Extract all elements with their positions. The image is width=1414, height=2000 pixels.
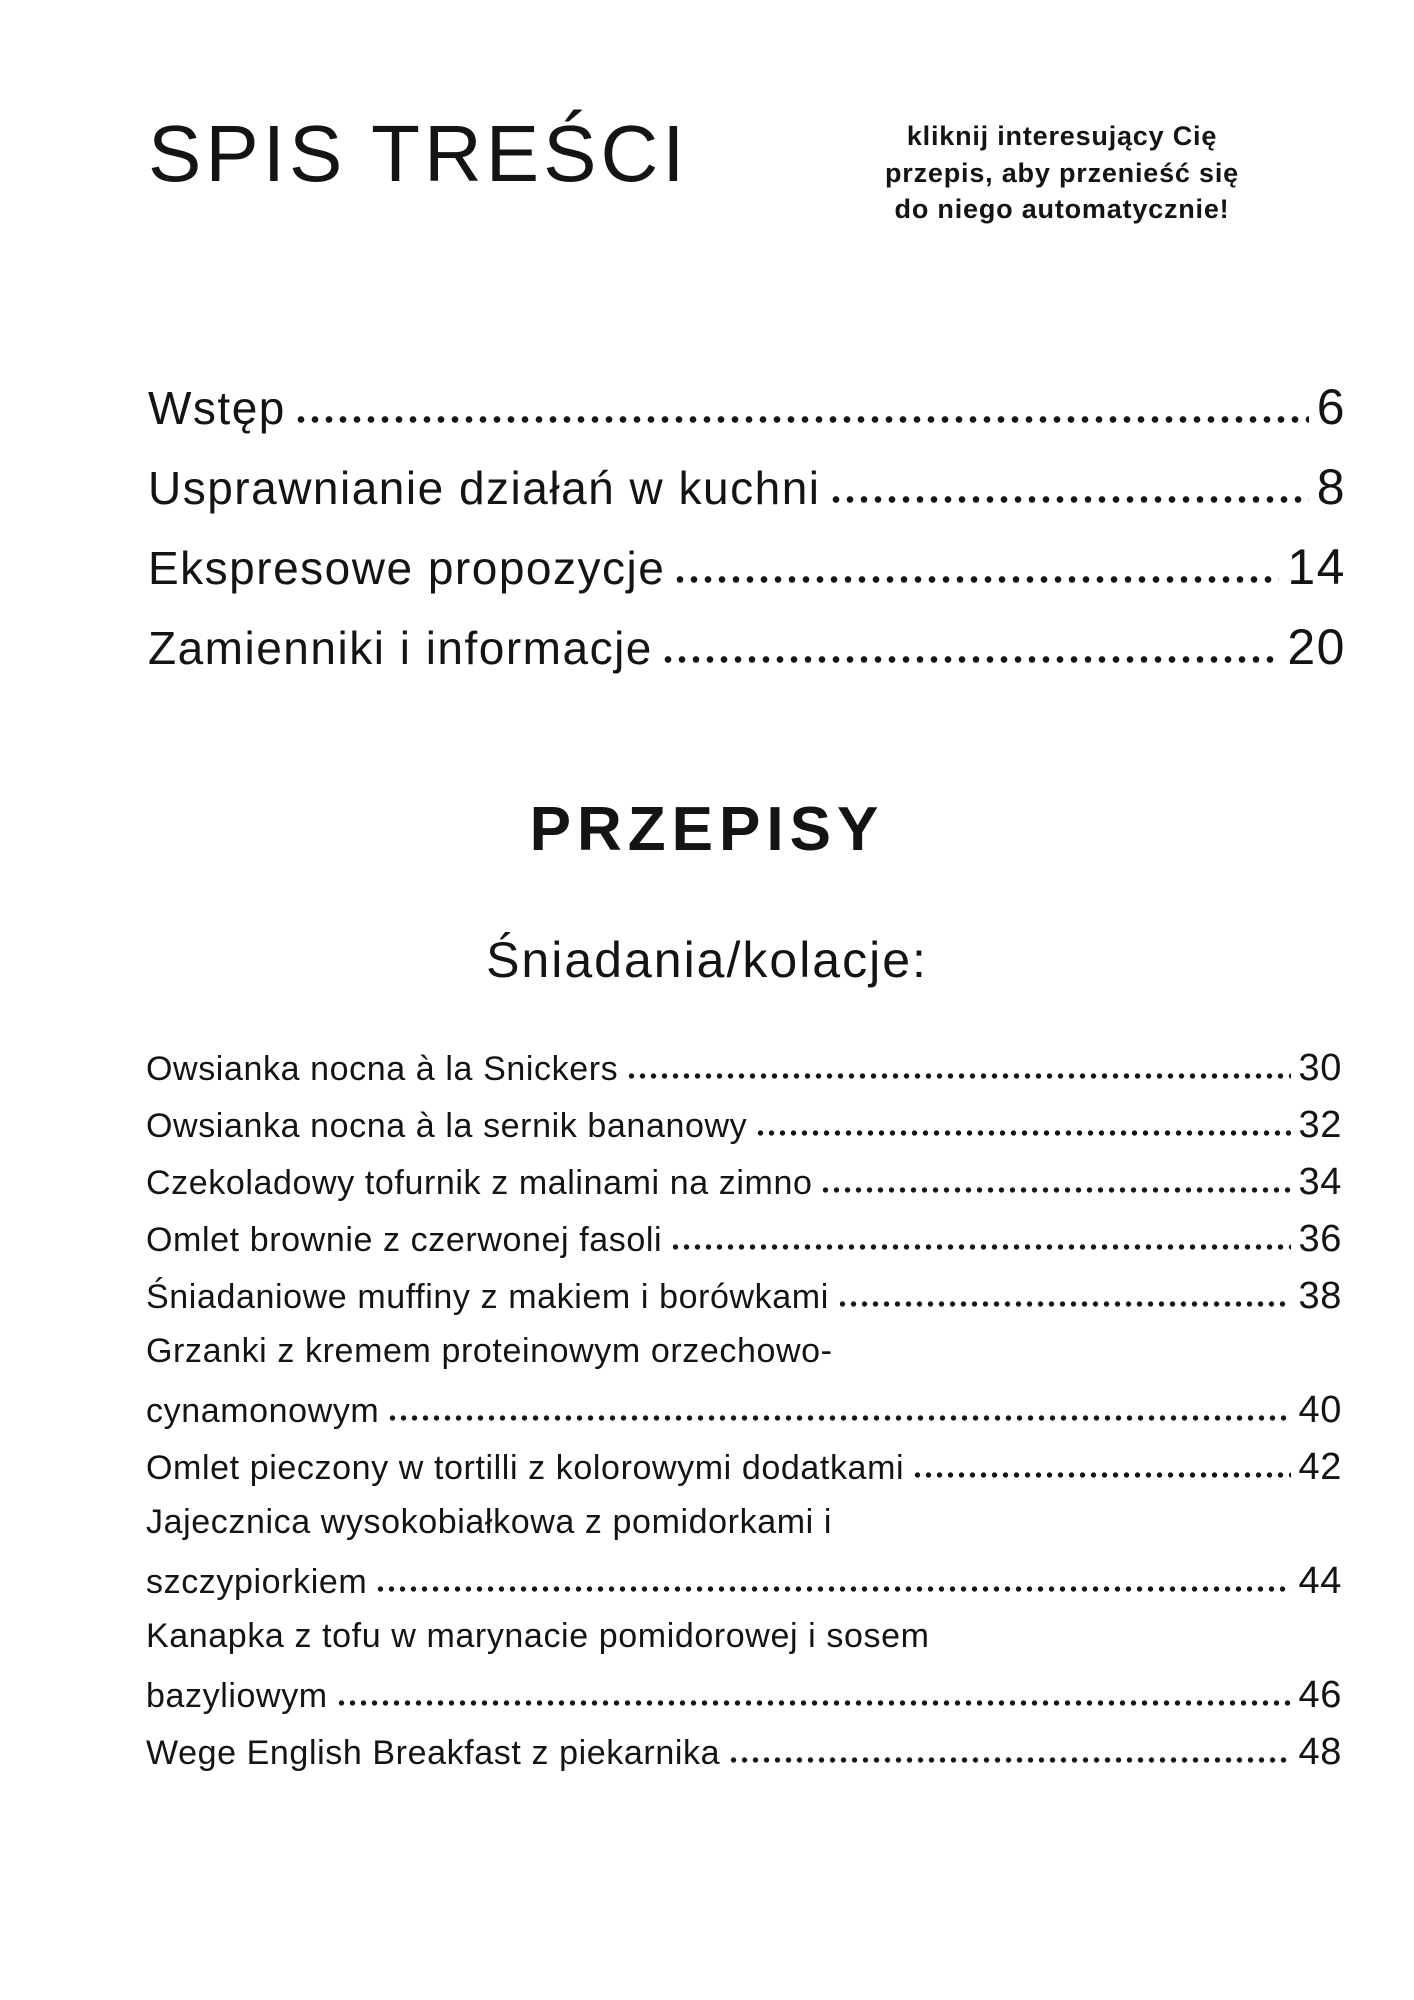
recipes-section-heading: PRZEPISY <box>529 795 885 865</box>
dotted-leader <box>912 1471 1290 1479</box>
recipe-entry[interactable] <box>146 1503 1342 1560</box>
toc-entry-label: Wstęp <box>148 382 286 435</box>
dotted-leader <box>375 1585 1290 1593</box>
dotted-leader <box>673 575 1279 584</box>
recipe-entry[interactable] <box>146 1446 1342 1503</box>
toc-entry-page: 8 <box>1316 459 1346 516</box>
recipe-toc-list <box>146 1047 1342 1788</box>
recipe-page: 42 <box>1298 1446 1342 1489</box>
recipe-title: Kanapka z tofu w marynacie pomidorowej i sosem <box>146 1617 930 1656</box>
recipe-entry[interactable] <box>146 1104 1342 1161</box>
recipe-title: Śniadaniowe muffiny z makiem i borówkami <box>146 1278 829 1317</box>
recipe-entry[interactable] <box>146 1560 1342 1617</box>
recipe-title: bazyliowym <box>146 1677 328 1716</box>
note-line: przepis, aby przenieść się <box>885 157 1239 188</box>
dotted-leader <box>728 1756 1290 1764</box>
recipe-entry[interactable] <box>146 1332 1342 1389</box>
toc-entry-usprawnianie[interactable] <box>148 458 1346 538</box>
toc-entry-wstep[interactable] <box>148 378 1346 458</box>
dotted-leader <box>336 1699 1291 1707</box>
breakfast-subheading: Śniadania/kolacje: <box>486 932 928 989</box>
recipe-entry[interactable] <box>146 1161 1342 1218</box>
toc-entry-page: 20 <box>1287 619 1346 676</box>
recipe-title: Omlet pieczony w tortilli z kolorowymi dodatkami <box>146 1449 905 1488</box>
dotted-leader <box>387 1414 1290 1422</box>
recipe-title: Jajecznica wysokobiałkowa z pomidorkami i <box>146 1503 832 1542</box>
recipe-page: 34 <box>1298 1161 1342 1204</box>
toc-entry-label: Zamienniki i informacje <box>148 622 653 675</box>
note-line: kliknij interesujący Cię <box>906 121 1218 151</box>
recipe-entry[interactable] <box>146 1617 1342 1674</box>
recipe-page: 48 <box>1298 1731 1342 1774</box>
toc-entry-zamienniki[interactable] <box>148 618 1346 698</box>
recipe-entry[interactable] <box>146 1218 1342 1275</box>
recipe-page: 44 <box>1298 1560 1342 1603</box>
note-line: do niego automatycznie! <box>894 194 1230 225</box>
recipe-title: Czekoladowy tofurnik z malinami na zimno <box>146 1164 813 1203</box>
click-instruction-note <box>842 118 1282 228</box>
dotted-leader <box>626 1072 1290 1080</box>
recipe-entry[interactable] <box>146 1731 1342 1788</box>
dotted-leader <box>829 495 1309 504</box>
toc-entry-label: Usprawnianie działań w kuchni <box>148 462 821 515</box>
dotted-leader <box>661 655 1279 664</box>
recipe-entry[interactable] <box>146 1389 1342 1446</box>
recipe-entry[interactable] <box>146 1674 1342 1731</box>
page-title: SPIS TREŚCI <box>148 109 689 198</box>
recipe-page: 40 <box>1298 1389 1342 1432</box>
recipe-page: 36 <box>1298 1218 1342 1261</box>
dotted-leader <box>837 1300 1291 1308</box>
recipe-page: 46 <box>1298 1674 1342 1717</box>
recipe-title: cynamonowym <box>146 1392 380 1431</box>
dotted-leader <box>755 1129 1290 1137</box>
recipe-entry[interactable] <box>146 1047 1342 1104</box>
recipe-page: 30 <box>1298 1047 1342 1090</box>
recipe-title: Owsianka nocna à la Snickers <box>146 1050 619 1089</box>
recipe-title: szczypiorkiem <box>146 1563 368 1602</box>
toc-entry-page: 6 <box>1316 379 1346 436</box>
recipe-title: Omlet brownie z czerwonej fasoli <box>146 1221 663 1260</box>
dotted-leader <box>670 1243 1290 1251</box>
page-header <box>0 0 1414 228</box>
main-toc <box>148 378 1346 698</box>
recipe-title: Grzanki z kremem proteinowym orzechowo- <box>146 1332 833 1371</box>
recipe-page: 32 <box>1298 1104 1342 1147</box>
recipe-entry[interactable] <box>146 1275 1342 1332</box>
dotted-leader <box>294 415 1309 424</box>
dotted-leader <box>820 1186 1290 1194</box>
recipe-title: Owsianka nocna à la sernik bananowy <box>146 1107 748 1146</box>
toc-entry-ekspresowe[interactable] <box>148 538 1346 618</box>
recipe-title: Wege English Breakfast z piekarnika <box>146 1734 721 1773</box>
toc-entry-page: 14 <box>1287 539 1346 596</box>
recipe-page: 38 <box>1298 1275 1342 1318</box>
toc-entry-label: Ekspresowe propozycje <box>148 542 666 595</box>
